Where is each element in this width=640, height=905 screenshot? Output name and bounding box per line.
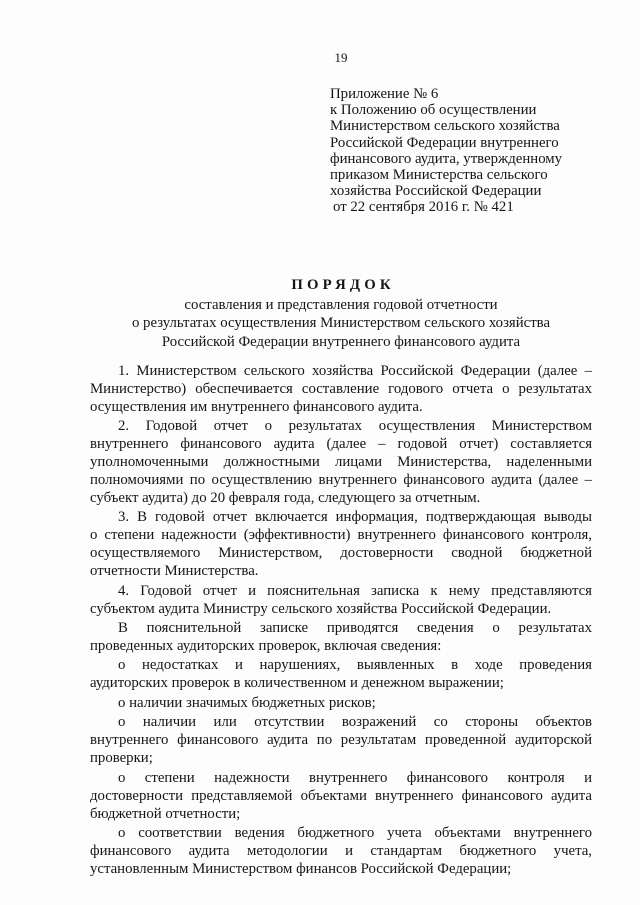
paragraph-line: внутреннего финансового аудита (далее – годовой отчет) составляется (90, 436, 592, 453)
paragraph-line: уполномоченными должностными лицами Министерства, наделенными (90, 454, 592, 471)
paragraph-line: субъектом аудита Министру сельского хозяйства Российской Федерации. (90, 600, 552, 617)
page-number: 19 (334, 50, 348, 65)
paragraph-line: достоверности представляемой объектами внутреннего финансового аудита (90, 787, 592, 804)
appendix-line: к Положению об осуществлении (330, 102, 537, 119)
paragraph-line: о степени надежности внутреннего финансового контроля и (118, 769, 592, 786)
paragraph-line: полномочиями по осуществлению внутреннего финансового аудита (далее – (90, 472, 592, 489)
paragraph-line: проверки; (90, 750, 153, 767)
document-title-text: ПОРЯДОК (291, 277, 395, 293)
paragraph-line: Министерство) обеспечивается составление годового отчета о результатах (90, 380, 592, 397)
paragraph-line: 1. Министерством сельского хозяйства Российской Федерации (далее – (118, 363, 592, 379)
paragraph-7 (90, 695, 592, 713)
paragraph-1 (90, 363, 592, 417)
paragraph-line: аудиторских проверок в количественном и денежном выражении; (90, 675, 504, 692)
paragraph-line: осуществления им внутреннего финансового аудита. (90, 398, 423, 415)
appendix-line: Российской Федерации внутреннего (330, 134, 559, 151)
document-title (90, 276, 592, 294)
appendix-line: приказом Министерства сельского (330, 167, 548, 184)
paragraph-line: о недостатках и нарушениях, выявленных в ходе проведения (118, 657, 592, 674)
paragraph-line: проведенных аудиторских проверок, включая сведения: (90, 637, 442, 654)
paragraph-6 (90, 657, 592, 693)
paragraph-line: установленным Министерством финансов Российской Федерации; (90, 860, 512, 877)
paragraph-line: В пояснительной записке приводятся сведения о результатах (118, 620, 592, 637)
paragraph-line: 2. Годовой отчет о результатах осуществления Министерством (118, 418, 592, 435)
subtitle-line: составления и представления годовой отчетности (184, 297, 498, 313)
subtitle-line: Российской Федерации внутреннего финансового аудита (161, 333, 521, 350)
paragraph-3 (90, 509, 592, 581)
document-subtitle (90, 296, 592, 351)
paragraph-line: о наличии или отсутствии возражений со стороны объектов (118, 714, 592, 731)
paragraph-line: внутреннего финансового аудита по результатам проведенной аудиторской (90, 732, 592, 749)
paragraph-line: 4. Годовой отчет и пояснительная записка к нему представляются (118, 582, 592, 599)
paragraph-line: субъект аудита) до 20 февраля года, следующего за отчетным. (90, 489, 481, 506)
appendix-block (330, 86, 592, 216)
paragraph-line: отчетности Министерства. (90, 563, 259, 580)
appendix-line: Приложение № 6 (330, 86, 439, 102)
document-body (90, 363, 592, 879)
paragraph-10 (90, 825, 592, 879)
appendix-line: Министерством сельского хозяйства (330, 118, 560, 135)
paragraph-line: о соответствии ведения бюджетного учета объектами внутреннего (118, 825, 592, 841)
paragraph-line: о степени надежности (эффективности) внутреннего финансового контроля, (90, 527, 592, 544)
paragraph-8 (90, 714, 592, 768)
paragraph-line: о наличии значимых бюджетных рисков; (118, 694, 376, 711)
appendix-line: хозяйства Российской Федерации (330, 183, 542, 200)
paragraph-9 (90, 770, 592, 824)
appendix-line: финансового аудита, утвержденному (330, 150, 563, 167)
paragraph-line: 3. В годовой отчет включается информация, подтверждающая выводы (118, 509, 592, 526)
appendix-line: от 22 сентября 2016 г. № 421 (333, 199, 514, 216)
subtitle-line: о результатах осуществления Министерством сельского хозяйства (131, 315, 551, 332)
paragraph-4 (90, 583, 592, 619)
paragraph-5 (90, 620, 592, 656)
paragraph-line: финансового аудита методологии и стандартам бюджетного учета, (90, 842, 592, 859)
paragraph-2 (90, 418, 592, 508)
paragraph-line: бюджетной отчетности; (90, 805, 241, 822)
paragraph-line: осуществляемого Министерством, достоверности сводной бюджетной (90, 545, 592, 562)
